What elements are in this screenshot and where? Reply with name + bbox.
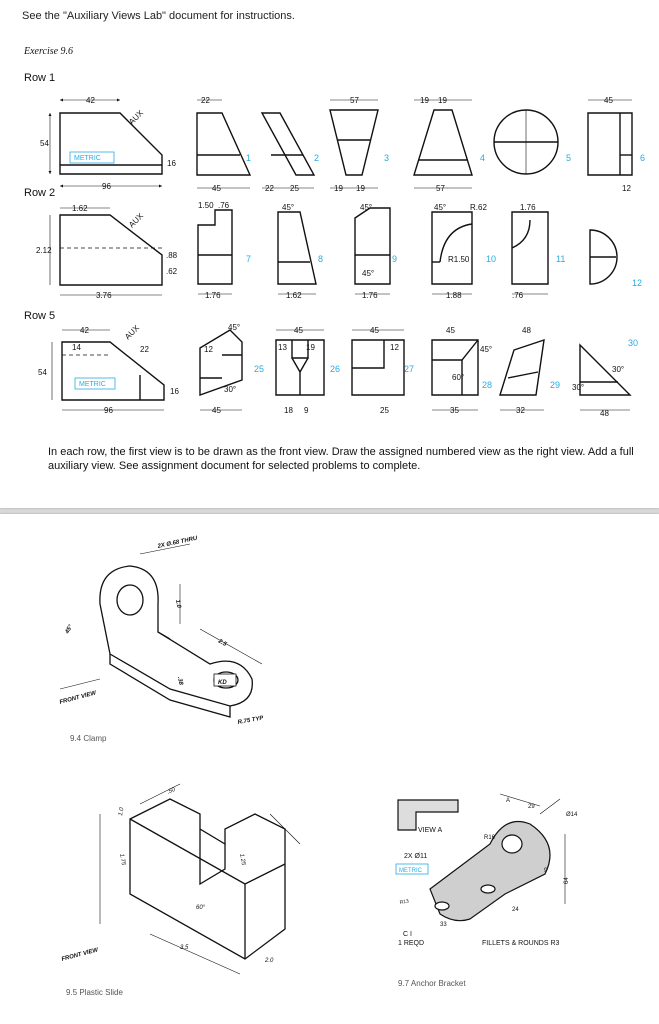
bracket-label: 64 bbox=[564, 877, 570, 884]
view-number: 26 bbox=[330, 364, 341, 374]
isometric-drawings bbox=[0, 514, 659, 1024]
view-number: 4 bbox=[480, 153, 486, 163]
instruction-text: See the "Auxiliary Views Lab" document for instructions. bbox=[22, 10, 295, 22]
view-number: 29 bbox=[550, 380, 561, 390]
view-number: 25 bbox=[254, 364, 265, 374]
exercise-title: Exercise 9.6 bbox=[24, 46, 74, 57]
row1-view-2 bbox=[262, 113, 314, 175]
dim-text: 30° bbox=[612, 365, 625, 374]
slide-label: 1.25 bbox=[238, 853, 246, 866]
clamp-label: .38 bbox=[176, 676, 184, 686]
dim-text: R.62 bbox=[470, 203, 487, 212]
bracket-label: 2X Ø11 bbox=[404, 853, 428, 860]
dim-text: 14 bbox=[72, 343, 81, 352]
bracket-label: 1 REQD bbox=[398, 940, 425, 947]
dim-text: 42 bbox=[86, 96, 95, 105]
dim-text: 60° bbox=[452, 373, 465, 382]
slide-drawing bbox=[100, 784, 300, 974]
dim-text: R1.50 bbox=[448, 255, 470, 264]
slide-label: .50 bbox=[166, 786, 177, 796]
bracket-label: VIEW A bbox=[418, 827, 443, 834]
dim-text: 45° bbox=[282, 203, 295, 212]
bracket-label: R16 bbox=[484, 835, 496, 841]
dim-text: 19 bbox=[356, 184, 365, 193]
row5-view-29 bbox=[500, 340, 544, 395]
bracket-label: Ø14 bbox=[566, 812, 578, 818]
dim-text: 12 bbox=[204, 345, 213, 354]
dim-text: 1.50 bbox=[198, 201, 214, 210]
dim-text: 45° bbox=[362, 269, 375, 278]
dim-text: .88 bbox=[166, 251, 178, 260]
row1-view-5 bbox=[494, 110, 558, 174]
clamp-label: 1.0 bbox=[174, 599, 182, 609]
dim-text: 57 bbox=[436, 184, 445, 193]
dim-text: 19 bbox=[438, 96, 447, 105]
bracket-label: 29 bbox=[528, 804, 535, 810]
row5-view-28 bbox=[432, 340, 478, 395]
dim-text: 96 bbox=[104, 406, 113, 415]
view-number: 27 bbox=[404, 364, 415, 374]
dim-text: 2.12 bbox=[36, 246, 52, 255]
slide-label: FRONT VIEW bbox=[60, 947, 99, 963]
worksheet-page-1 bbox=[0, 0, 659, 508]
dim-text: 30° bbox=[572, 383, 585, 392]
dim-text: 13 bbox=[278, 343, 287, 352]
dim-text: 1.76 bbox=[520, 203, 536, 212]
dim-text: 35 bbox=[450, 406, 459, 415]
dim-text: 45° bbox=[360, 203, 373, 212]
row2-front-view bbox=[60, 215, 162, 285]
view-number: 3 bbox=[384, 153, 390, 163]
dim-text: 54 bbox=[38, 368, 47, 377]
view-number: 2 bbox=[314, 153, 320, 163]
dim-text: 9 bbox=[304, 406, 309, 415]
row1-view-4 bbox=[414, 110, 472, 175]
row1-view-1 bbox=[197, 113, 250, 175]
aux-label: AUX bbox=[123, 323, 142, 342]
dim-text: 22 bbox=[140, 345, 149, 354]
dim-text: 32 bbox=[516, 406, 525, 415]
dim-text: .76 bbox=[512, 291, 524, 300]
dim-text: 45° bbox=[434, 203, 447, 212]
bracket-label: C I bbox=[403, 931, 412, 938]
view-number: 5 bbox=[566, 153, 572, 163]
view-number: 28 bbox=[482, 380, 493, 390]
bracket-label: 33 bbox=[440, 922, 447, 928]
row2-view-10 bbox=[432, 212, 472, 284]
row-2-label: Row 2 bbox=[24, 187, 56, 199]
aux-label: AUX bbox=[127, 211, 146, 230]
dim-text: 3.76 bbox=[96, 291, 112, 300]
bracket-caption: 9.7 Anchor Bracket bbox=[398, 979, 466, 988]
dim-text: 45 bbox=[604, 96, 613, 105]
view-number: 1 bbox=[246, 153, 252, 163]
dim-text: 48 bbox=[600, 409, 609, 418]
dim-text: 96 bbox=[102, 182, 111, 191]
slide-caption: 9.5 Plastic Slide bbox=[66, 988, 123, 997]
clamp-label: R.75 TYP bbox=[237, 715, 264, 726]
view-number: 6 bbox=[640, 153, 646, 163]
dim-text: 48 bbox=[522, 326, 531, 335]
dim-text: 45° bbox=[480, 345, 493, 354]
dim-text: 45° bbox=[228, 323, 241, 332]
view-number: 10 bbox=[486, 254, 497, 264]
clamp-label: KD bbox=[218, 680, 227, 686]
dim-text: 19 bbox=[306, 343, 315, 352]
clamp-label: 2X Ø.68 THRU bbox=[157, 535, 198, 550]
dim-text: 1.76 bbox=[205, 291, 221, 300]
dim-text: 16 bbox=[167, 159, 176, 168]
slide-label: 2.0 bbox=[265, 958, 274, 964]
row1-front-view bbox=[60, 113, 162, 174]
view-number: 8 bbox=[318, 254, 324, 264]
dim-text: 1.62 bbox=[286, 291, 302, 300]
bracket-label: METRIC bbox=[399, 868, 422, 874]
dim-text: 45 bbox=[212, 406, 221, 415]
dim-text: 22 bbox=[201, 96, 210, 105]
worksheet-page-2 bbox=[0, 514, 659, 1024]
slide-label: 1.75 bbox=[118, 853, 126, 866]
row2-view-7 bbox=[198, 210, 232, 284]
dim-text: 45 bbox=[370, 326, 379, 335]
dim-text: 16 bbox=[170, 387, 179, 396]
row2-view-12 bbox=[590, 230, 617, 284]
dim-text: .76 bbox=[218, 201, 230, 210]
bracket-label: R13 bbox=[399, 898, 410, 906]
slide-label: 1.0 bbox=[118, 807, 126, 817]
dim-text: 57 bbox=[350, 96, 359, 105]
bracket-label: A bbox=[506, 798, 511, 804]
view-number: 9 bbox=[392, 254, 398, 264]
dim-text: 1.88 bbox=[446, 291, 462, 300]
dim-text: 19 bbox=[334, 184, 343, 193]
dim-text: 25 bbox=[290, 184, 299, 193]
dim-text: 1.62 bbox=[72, 204, 88, 213]
slide-label: 60° bbox=[196, 905, 206, 911]
metric-label: METRIC bbox=[74, 155, 101, 162]
bracket-label: FILLETS & ROUNDS R3 bbox=[482, 940, 560, 947]
exercise-drawings bbox=[0, 0, 659, 440]
dim-text: 22 bbox=[265, 184, 274, 193]
row1-view-6 bbox=[588, 113, 632, 175]
clamp-caption: 9.4 Clamp bbox=[70, 734, 107, 743]
view-number: 11 bbox=[556, 254, 566, 264]
dim-text: 42 bbox=[80, 326, 89, 335]
assignment-instruction: In each row, the first view is to be drawn as the front view. Draw the assigned numbered view as the right view. Add a full auxiliary view. See assignment document for selected problems to complete. bbox=[48, 446, 634, 472]
dim-text: 12 bbox=[390, 343, 399, 352]
dim-text: 12 bbox=[622, 184, 631, 193]
dim-text: 25 bbox=[380, 406, 389, 415]
dim-text: 54 bbox=[40, 139, 49, 148]
row-5-label: Row 5 bbox=[24, 310, 56, 322]
row1-view-3 bbox=[330, 110, 378, 175]
view-number: 30 bbox=[628, 338, 639, 348]
dim-text: 45 bbox=[212, 184, 221, 193]
dim-text: 1.76 bbox=[362, 291, 378, 300]
aux-label: AUX bbox=[127, 108, 146, 127]
dim-text: 19 bbox=[420, 96, 429, 105]
clamp-label: 2.5 bbox=[217, 638, 228, 648]
row2-view-11 bbox=[512, 212, 548, 284]
view-number: 12 bbox=[632, 278, 643, 288]
dim-text: 45 bbox=[294, 326, 303, 335]
metric-label: METRIC bbox=[79, 381, 106, 388]
dim-text: 30° bbox=[224, 385, 237, 394]
clamp-label: FRONT VIEW bbox=[58, 690, 97, 706]
dim-text: 45 bbox=[446, 326, 455, 335]
slide-label: 3.5 bbox=[180, 945, 189, 951]
bracket-label: 9 bbox=[544, 868, 548, 874]
dim-text: .62 bbox=[166, 267, 178, 276]
view-number: 7 bbox=[246, 254, 252, 264]
dim-text: 18 bbox=[284, 406, 293, 415]
bracket-label: 24 bbox=[512, 907, 519, 913]
row-1-label: Row 1 bbox=[24, 72, 56, 84]
clamp-label: 45° bbox=[64, 624, 75, 635]
row2-view-8 bbox=[278, 212, 316, 284]
